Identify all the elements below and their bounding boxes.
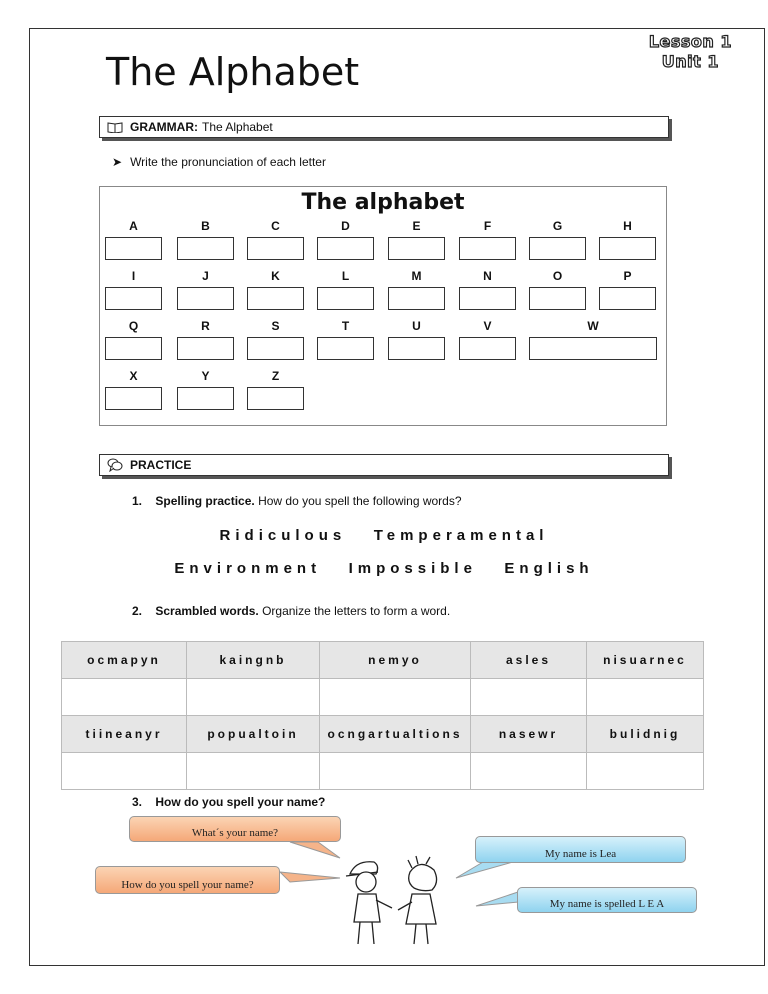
letter-label: D <box>341 219 350 233</box>
arrow-bullet-icon: ➤ <box>112 155 123 169</box>
q1-bold: Spelling practice. <box>155 494 255 508</box>
letter-label: A <box>129 219 138 233</box>
q1-text: How do you spell the following words? <box>258 494 462 508</box>
instruction-text: Write the pronunciation of each letter <box>130 155 326 169</box>
words-line-1: Ridiculous Temperamental <box>219 527 549 544</box>
q3-bold: How do you spell your name? <box>155 795 326 809</box>
q2-text: Organize the letters to form a word. <box>262 604 451 618</box>
q1-number: 1. <box>132 494 143 508</box>
bubble-text: My name is Lea <box>475 836 686 863</box>
letter-label: P <box>623 269 632 283</box>
bubble-tail <box>280 872 340 882</box>
letter-label: V <box>483 319 492 333</box>
letter-label: O <box>552 269 563 283</box>
scrambled-word: tiineanyr <box>62 716 187 753</box>
letter-label: Y <box>201 369 210 383</box>
letter-label: J <box>202 269 209 283</box>
unit-text: Unit 1 <box>661 52 720 71</box>
scrambled-word: nemyo <box>320 642 471 679</box>
bubble-tail <box>290 842 340 858</box>
letter-label: L <box>341 269 350 283</box>
bubble-text: My name is spelled L E A <box>517 887 697 913</box>
bubble-text: How do you spell your name? <box>95 866 280 894</box>
letter-label: Q <box>128 319 139 333</box>
lesson-text: Lesson 1 <box>648 32 732 51</box>
letter-label: C <box>271 219 280 233</box>
letter-label: E <box>412 219 421 233</box>
scrambled-word: bulidnig <box>587 716 704 753</box>
letter-label: X <box>129 369 138 383</box>
letter-label: R <box>201 319 210 333</box>
letter-label: I <box>131 269 136 283</box>
scrambled-word: nisuarnec <box>587 642 704 679</box>
two-kids-illustration <box>336 852 454 948</box>
page-title: The Alphabet <box>106 50 360 94</box>
scrambled-word: ocmapyn <box>62 642 187 679</box>
scrambled-word: popualtoin <box>187 716 320 753</box>
bubble-text: What´s your name? <box>129 816 341 842</box>
q3-number: 3. <box>132 795 143 809</box>
scrambled-word: asles <box>471 642 587 679</box>
letter-label: N <box>483 269 492 283</box>
letter-label: H <box>623 219 632 233</box>
letter-label: W <box>587 319 599 333</box>
q2-bold: Scrambled words. <box>155 604 259 618</box>
letter-label: S <box>271 319 280 333</box>
letter-label: U <box>412 319 421 333</box>
letter-label: T <box>341 319 350 333</box>
grammar-text: The Alphabet <box>202 120 273 134</box>
letter-label: G <box>552 219 563 233</box>
letter-label: M <box>411 269 422 283</box>
grammar-label: GRAMMAR: <box>130 120 198 134</box>
scrambled-word: ocngartualtions <box>320 716 471 753</box>
alphabet-title: The alphabet <box>301 190 465 215</box>
letter-label: K <box>271 269 280 283</box>
letter-label: B <box>201 219 210 233</box>
words-line-2: Environment Impossible English <box>174 560 594 577</box>
letter-label: F <box>483 219 492 233</box>
practice-label: PRACTICE <box>130 458 192 472</box>
q2-number: 2. <box>132 604 143 618</box>
scrambled-word: kaingnb <box>187 642 320 679</box>
scrambled-word: nasewr <box>471 716 587 753</box>
letter-label: Z <box>271 369 280 383</box>
